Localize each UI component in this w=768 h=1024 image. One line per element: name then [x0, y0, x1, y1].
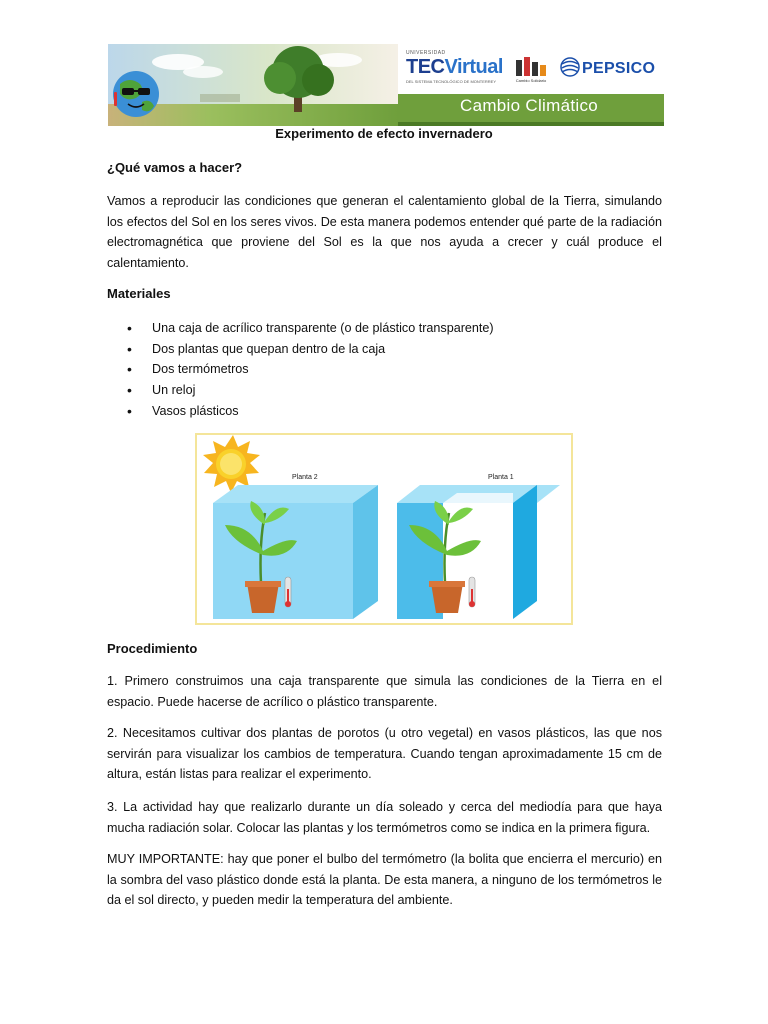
procedure-step-1: 1. Primero construimos una caja transparente que simula las condiciones de la Tierra en el espacio. Puede hacerse de acrílico o plástico transparente. — [107, 674, 662, 709]
list-item: • Una caja de acrílico transparente (o de plástico transparente) — [107, 318, 494, 339]
tec-small-text: UNIVERSIDAD — [406, 50, 446, 56]
label-planta-2: Planta 2 — [292, 474, 318, 481]
header-banner — [108, 44, 664, 126]
list-item: • Un reloj — [107, 380, 494, 401]
open-box — [397, 485, 560, 619]
experiment-illustration — [195, 433, 573, 625]
banner-title: Cambio Climático — [460, 96, 599, 115]
important-note: MUY IMPORTANTE: hay que poner el bulbo del termómetro (la bolita que encierra el mercurio) en la sombra del vaso plástico donde está la planta. De esta manera, a ninguno de los termómetros le da el sol directo, y pueden medir la temperatura del ambiente. — [107, 852, 662, 907]
list-item: • Dos plantas que quepan dentro de la caja — [107, 339, 494, 360]
cambio-solidario-logo — [512, 54, 550, 86]
list-item: • Dos termómetros — [107, 359, 494, 380]
tec-name — [406, 56, 503, 79]
pepsico-text: PEPSICO — [582, 60, 656, 77]
list-item: • Vasos plásticos — [107, 401, 494, 422]
materials-list — [107, 318, 494, 422]
experiment-figure — [195, 433, 573, 625]
procedure-heading: Procedimiento — [107, 641, 198, 656]
closed-box — [213, 485, 378, 619]
tec-name-b: Virtual — [444, 56, 503, 78]
tec-virtual-logo — [406, 50, 504, 84]
tec-sub-text: DEL SISTEMA TECNOLÓGICO DE MONTERREY — [406, 79, 497, 84]
tec-name-a: TEC — [406, 56, 445, 78]
procedure-step-3: 3. La actividad hay que realizarlo durante un día soleado y cerca del mediodía para que haya mucha radiación solar. Colocar las plantas y los termómetros como se indica en la primera figura. — [107, 800, 662, 835]
section-intro-paragraph: Vamos a reproducir las condiciones que generan el calentamiento global de la Tierra, simulando los efectos del Sol en los seres vivos. De esta manera podemos entender qué parte de la radiación electromagnética que proviene del Sol es la que nos ayuda a crecer y cuál produce el calentamiento. — [107, 194, 662, 270]
section-heading-que-vamos: ¿Qué vamos a hacer? — [107, 160, 243, 175]
document-title: Experimento de efecto invernadero — [275, 126, 493, 141]
pepsico-logo — [560, 54, 664, 80]
materials-heading: Materiales — [107, 286, 171, 301]
procedure-step-2: 2. Necesitamos cultivar dos plantas de porotos (u otro vegetal) en vasos plásticos, las que nos servirán para visualizar los cambios de temperatura. Cuando tengan aproximadamente 15 cm de altura, están listas para realizar el experimento. — [107, 726, 662, 781]
cambio-solidario-text: Cambio Solidario — [515, 78, 547, 83]
label-planta-1: Planta 1 — [488, 474, 514, 481]
